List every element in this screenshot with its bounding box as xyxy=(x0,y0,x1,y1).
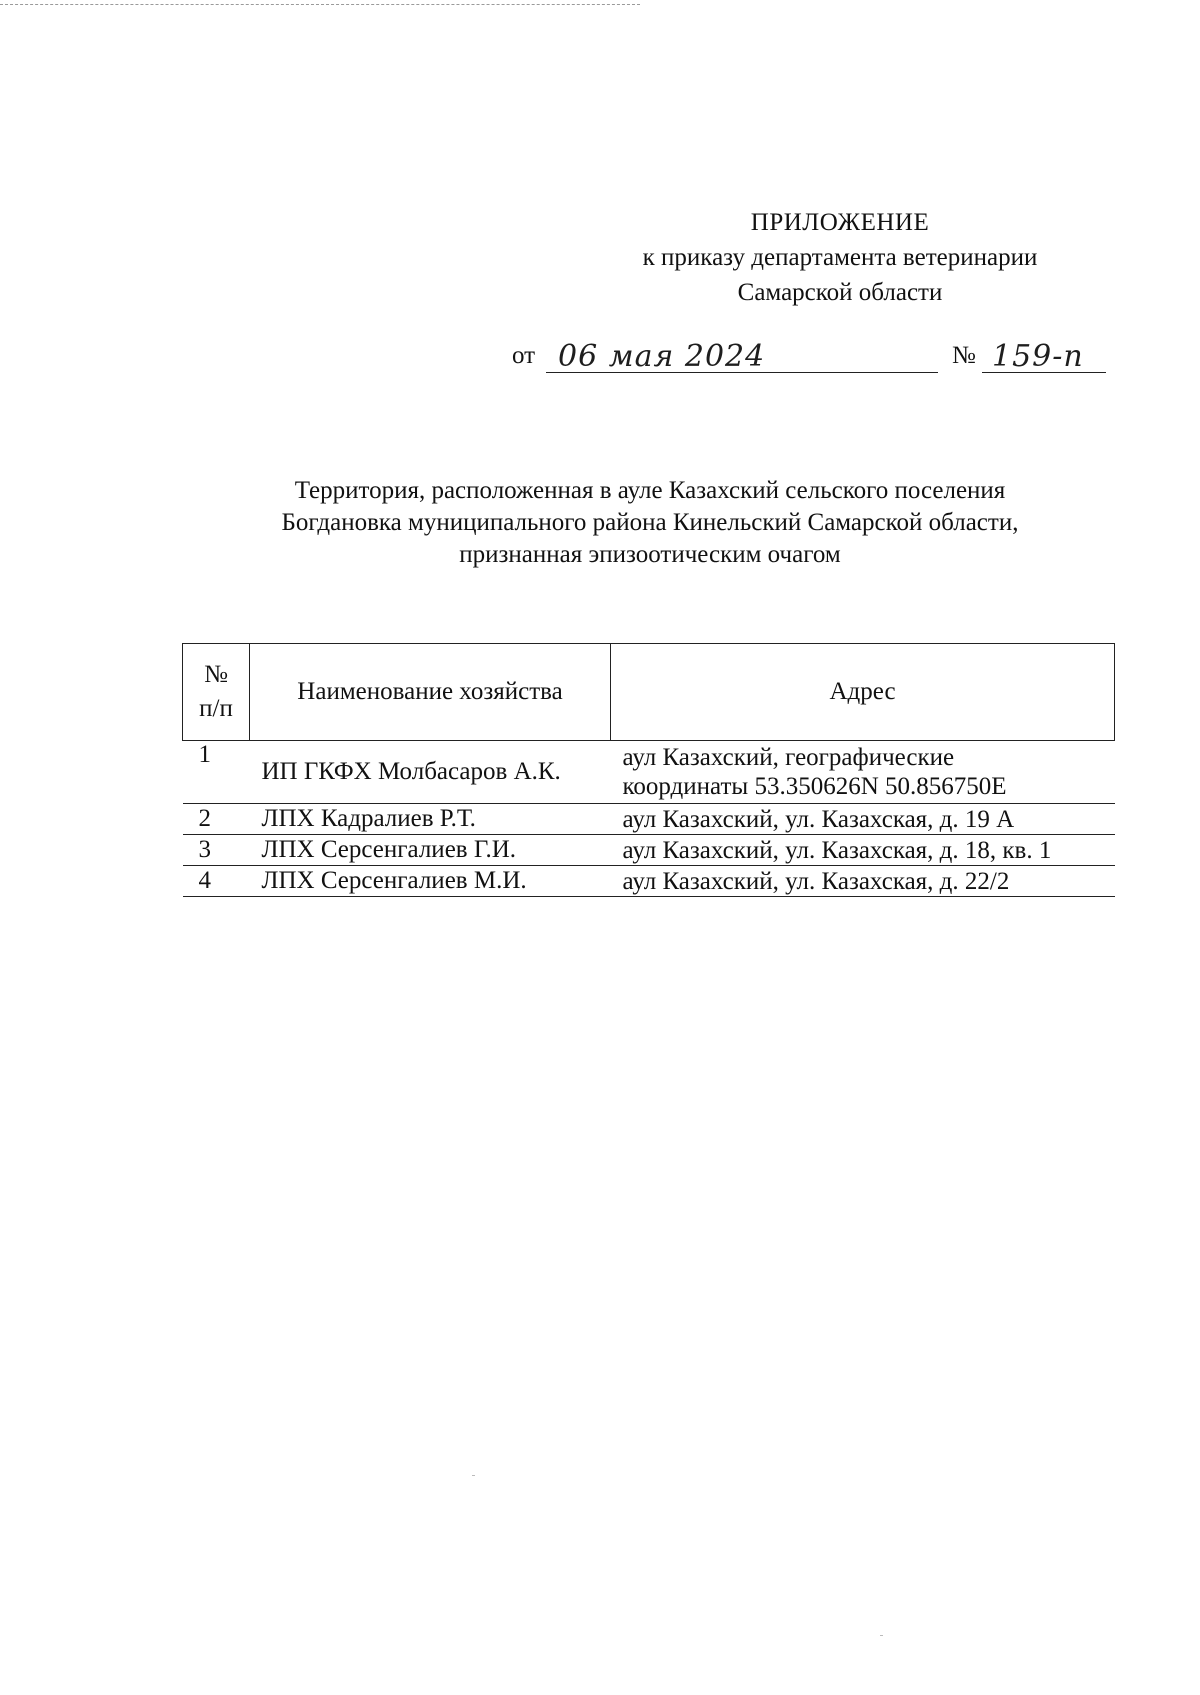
from-label: от xyxy=(512,342,536,369)
appendix-header xyxy=(560,205,1120,310)
appendix-line-region: Самарской области xyxy=(737,279,943,306)
handwritten-date: 06 мая 2024 xyxy=(558,339,766,374)
row-address: аул Казахский, ул. Казахская, д. 22/2 xyxy=(611,866,1115,897)
row-number: 4 xyxy=(183,866,250,897)
header-number-sign: № xyxy=(204,661,228,688)
row-address-line-1: аул Казахский, географические xyxy=(622,744,955,771)
row-number: 3 xyxy=(183,835,250,866)
header-address: Адрес xyxy=(611,644,1115,741)
table-header-row xyxy=(183,644,1115,741)
row-farm-name: ИП ГКФХ Молбасаров А.К. xyxy=(250,741,611,804)
table-row xyxy=(183,835,1115,866)
header-number-pp: п/п xyxy=(199,695,233,722)
appendix-label: ПРИЛОЖЕНИЕ xyxy=(750,209,930,236)
handwritten-number: 159-п xyxy=(992,339,1084,374)
table-row xyxy=(183,741,1115,804)
document-title xyxy=(150,475,1150,571)
header-number xyxy=(183,644,250,741)
scan-speck xyxy=(472,1475,475,1476)
row-number: 2 xyxy=(183,804,250,835)
row-farm-name: ЛПХ Серсенгалиев Г.И. xyxy=(250,835,611,866)
title-line-3: признанная эпизоотическим очагом xyxy=(459,541,841,568)
table-row xyxy=(183,866,1115,897)
scan-edge-dash xyxy=(0,4,640,5)
scan-speck xyxy=(880,1635,883,1636)
farms-table xyxy=(182,643,1115,897)
header-farm-name: Наименование хозяйства xyxy=(250,644,611,741)
row-farm-name: ЛПХ Кадралиев Р.Т. xyxy=(250,804,611,835)
row-address: аул Казахский, ул. Казахская, д. 19 А xyxy=(611,804,1115,835)
title-line-2: Богдановка муниципального района Кинельский Самарской области, xyxy=(281,509,1019,536)
row-farm-name: ЛПХ Серсенгалиев М.И. xyxy=(250,866,611,897)
number-label: № xyxy=(952,342,976,369)
row-address: аул Казахский, ул. Казахская, д. 18, кв. 1 xyxy=(611,835,1115,866)
row-address-line-2: координаты 53.350626N 50.856750E xyxy=(622,773,1007,800)
title-line-1: Территория, расположенная в ауле Казахский сельского поселения xyxy=(294,477,1006,504)
order-reference xyxy=(512,340,1112,376)
row-address xyxy=(611,741,1115,804)
appendix-line-order: к приказу департамента ветеринарии xyxy=(642,244,1038,271)
table-row xyxy=(183,804,1115,835)
row-number: 1 xyxy=(183,741,250,804)
